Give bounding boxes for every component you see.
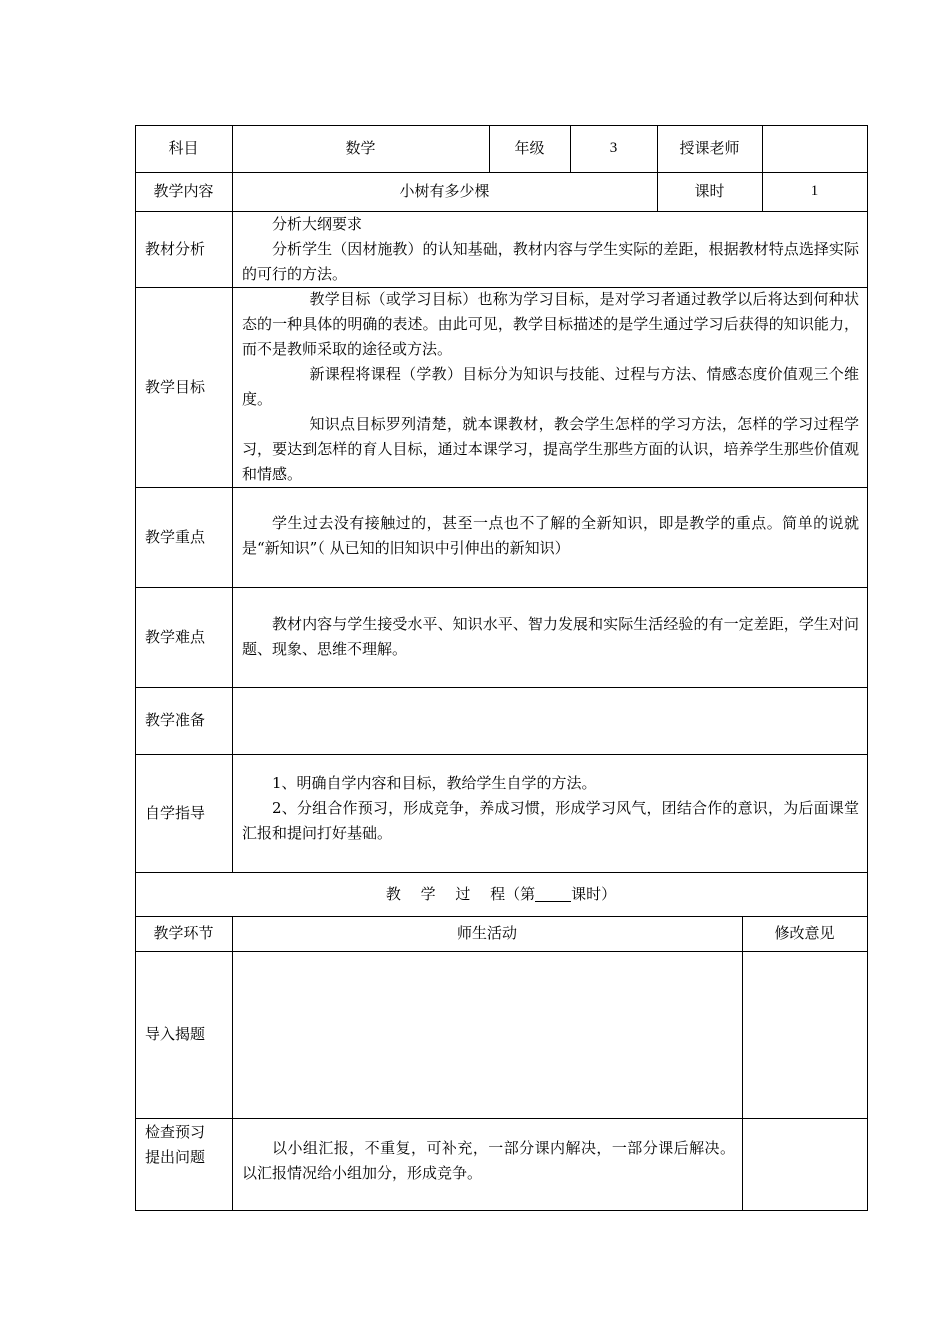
subject-label: 科目 bbox=[168, 139, 199, 157]
difficulties-label: 教学难点 bbox=[145, 627, 206, 646]
material-analysis-line: 分析学生（因材施教）的认知基础，教材内容与学生实际的差距，根据教材特点选择实际的可行的方法。 bbox=[242, 240, 859, 283]
content-value: 小树有多少棵 bbox=[399, 182, 490, 200]
rule bbox=[135, 687, 868, 688]
rule bbox=[232, 916, 233, 1211]
objectives-paragraph: 新课程将课程（学教）目标分为知识与技能、过程与方法、情感态度价值观三个维度。 bbox=[242, 365, 859, 408]
objectives-text bbox=[242, 287, 859, 487]
rule bbox=[135, 487, 868, 488]
objectives-paragraph: 教学目标（或学习目标）也称为学习目标，是对学习者通过教学以后将达到何种状态的一种具体的明确的表述。由此可见，教学目标描述的是学生通过学习后获得的知识能力，而不是教师采取的途径或方法。 bbox=[242, 290, 859, 358]
rule bbox=[135, 754, 868, 755]
self-study-item: 2、分组合作预习，形成竞争，养成习惯，形成学习风气，团结合作的意识，为后面课堂汇报和提问打好基础。 bbox=[242, 799, 859, 842]
stage-line: 检查预习 bbox=[145, 1123, 206, 1141]
activity-column-header: 师生活动 bbox=[456, 924, 517, 942]
content-label: 教学内容 bbox=[153, 182, 214, 200]
rule bbox=[135, 587, 868, 588]
revision-column-header: 修改意见 bbox=[774, 924, 835, 942]
stage-column-header: 教学环节 bbox=[153, 924, 214, 942]
grade-label: 年级 bbox=[514, 139, 545, 157]
process-title-prefix: 教 学 过 程（第 bbox=[385, 884, 536, 903]
material-analysis-line: 分析大纲要求 bbox=[272, 215, 363, 233]
period-blank bbox=[535, 887, 571, 902]
stage-line: 提出问题 bbox=[145, 1148, 206, 1166]
self-study-text bbox=[242, 771, 859, 846]
key-points-label: 教学重点 bbox=[145, 527, 206, 546]
period-label: 课时 bbox=[694, 182, 725, 200]
rule bbox=[135, 1210, 868, 1211]
preparation-label: 教学准备 bbox=[145, 711, 206, 729]
activity-check-preview bbox=[242, 1136, 735, 1186]
stage-intro: 导入揭题 bbox=[145, 1025, 206, 1043]
teacher-value bbox=[762, 125, 867, 172]
rule bbox=[867, 125, 868, 1211]
material-analysis-text bbox=[242, 212, 859, 287]
key-points-text bbox=[242, 511, 859, 561]
rule bbox=[232, 125, 233, 873]
stage-check-preview bbox=[145, 1120, 230, 1170]
self-study-label: 自学指导 bbox=[145, 803, 206, 822]
rule bbox=[742, 916, 743, 1211]
teacher-label: 授课老师 bbox=[679, 139, 740, 157]
process-title-suffix: 课时） bbox=[571, 884, 617, 903]
grade-value: 3 bbox=[609, 140, 618, 156]
key-points-paragraph: 学生过去没有接触过的，甚至一点也不了解的全新知识，即是教学的重点。简单的说就是“新知识”（ 从已知的旧知识中引伸出的新知识） bbox=[242, 514, 859, 557]
activity-paragraph: 以小组汇报，不重复，可补充，一部分课内解决，一部分课后解决。以汇报情况给小组加分，形成竞争。 bbox=[242, 1139, 735, 1182]
rule bbox=[135, 951, 868, 952]
material-analysis-label: 教材分析 bbox=[145, 239, 206, 258]
self-study-item: 1、明确自学内容和目标，教给学生自学的方法。 bbox=[272, 774, 597, 792]
process-title bbox=[135, 872, 867, 916]
difficulties-text bbox=[242, 612, 859, 662]
objectives-label: 教学目标 bbox=[145, 377, 206, 396]
difficulties-paragraph: 教材内容与学生接受水平、知识水平、智力发展和实际生活经验的有一定差距，学生对问题、现象、思维不理解。 bbox=[242, 615, 859, 658]
rule bbox=[135, 1118, 868, 1119]
period-value: 1 bbox=[810, 183, 819, 199]
objectives-paragraph: 知识点目标罗列清楚，就本课教材，教会学生怎样的学习方法，怎样的学习过程学习，要达到怎样的育人目标，通过本课学习，提高学生那些方面的认识，培养学生那些价值观和情感。 bbox=[242, 415, 859, 483]
subject-value: 数学 bbox=[345, 139, 376, 157]
